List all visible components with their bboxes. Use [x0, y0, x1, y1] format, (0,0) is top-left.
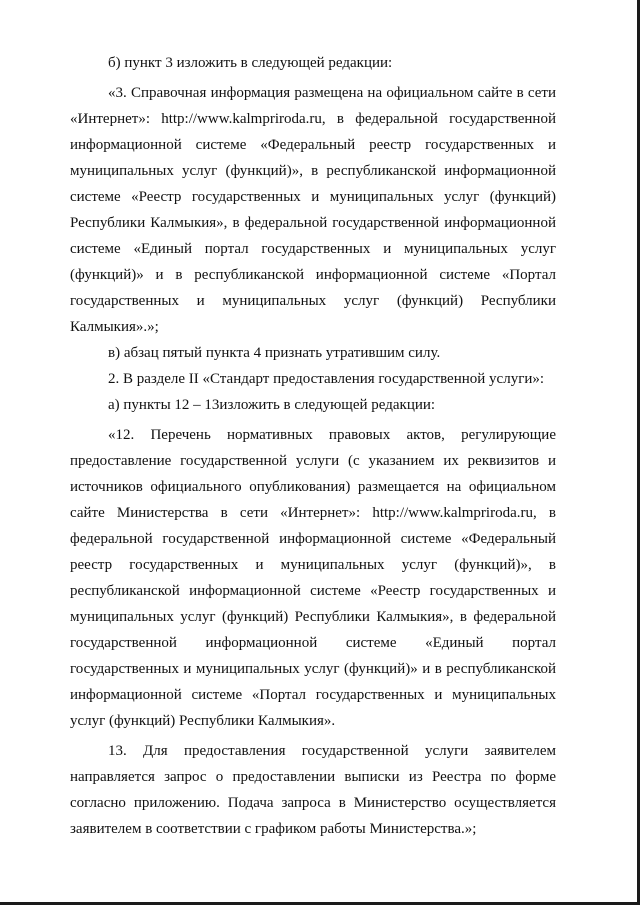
paragraph-item-3-text: «3. Справочная информация размещена на официальном сайте в сети «Интернет»: http://www.kalmpriroda.ru, в федеральной государственной информационной системе «Федеральный реестр государственных и муниципальных услуг (функций)», в республиканской информационной системе «Реестр государственных и муниципальных услуг (функций) Республики Калмыкия», в федеральной государственной информационной системе «Единый портал государственных и муниципальных услуг (функций)» и в республиканской информационной системе «Портал государственных и муниципальных услуг (функций) Республики Калмыкия».»; [70, 85, 556, 335]
paragraph-item-13-text: 13. Для предоставления государственной услуги заявителем направляется запрос о предоставлении выписки из Реестра по форме согласно приложению. Подача запроса в Министерство осуществляется заявителем в соответствии с графиком работы Министерства.»; [70, 743, 556, 837]
document-body [70, 50, 556, 842]
paragraph-section-ii: 2. В разделе II «Стандарт предоставления государственной услуги»: [108, 371, 545, 387]
paragraph-item-v: в) абзац пятый пункта 4 признать утратившим силу. [108, 345, 441, 361]
paragraph-item-12-text: «12. Перечень нормативных правовых актов, регулирующие предоставление государственной услуги (с указанием их реквизитов и источников официального опубликования) размещается на официальном сайте Министерства в сети «Интернет»: http://www.kalmpriroda.ru, в федеральной государственной информационной системе «Федеральный реестр государственных и муниципальных услуг (функций)», в республиканской информационной системе «Реестр государственных и муниципальных услуг (функций) Республики Калмыкия», в федеральной государственной информационной системе «Единый портал государственных и муниципальных услуг (функций)» и в республиканской информационной системе «Портал государственных и муниципальных услуг (функций) Республики Калмыкия». [70, 427, 556, 729]
paragraph-item-b: б) пункт 3 изложить в следующей редакции: [108, 55, 393, 71]
paragraph-item-a: а) пункты 12 – 13изложить в следующей редакции: [108, 397, 436, 413]
